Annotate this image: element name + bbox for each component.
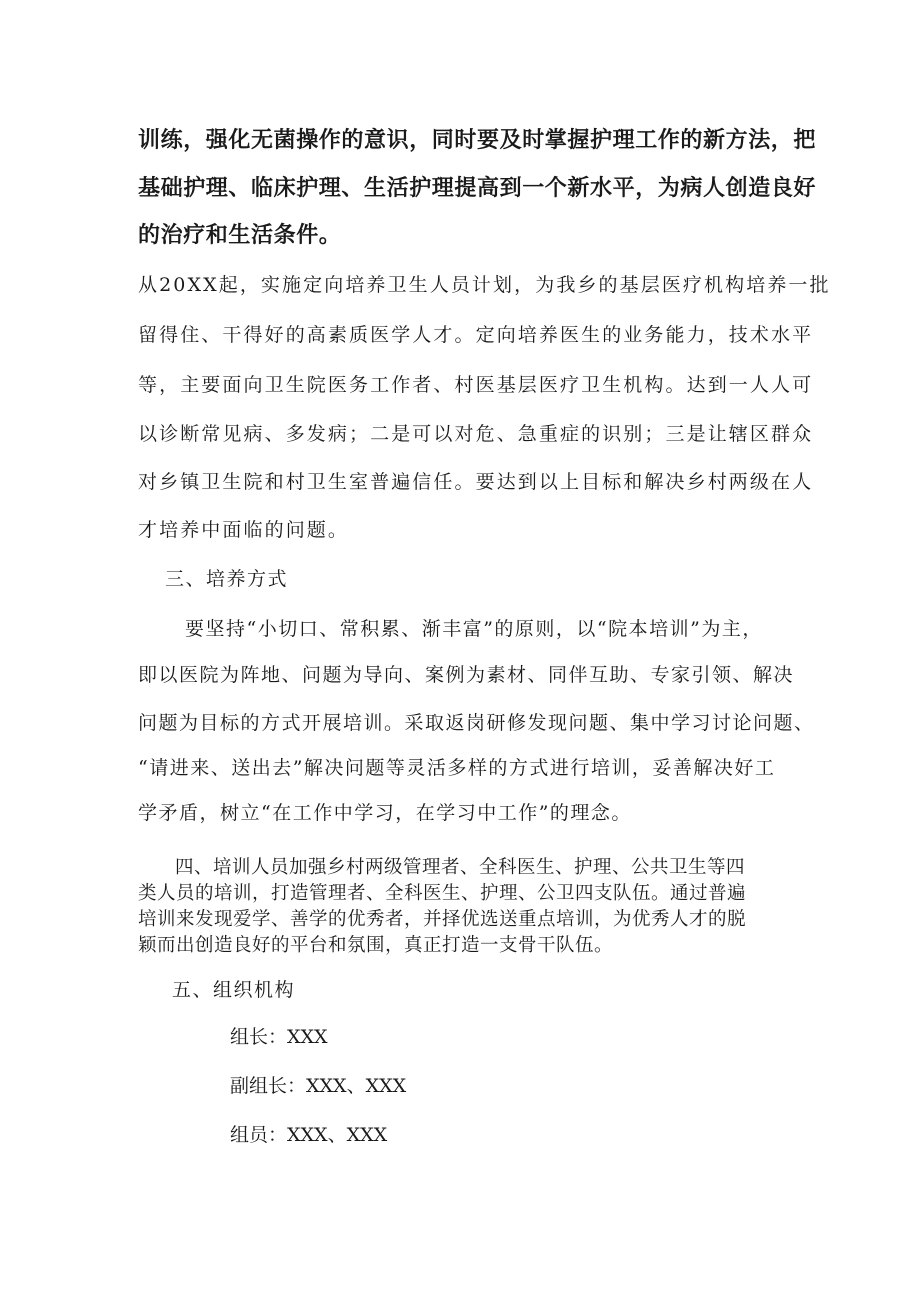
paragraph-4-line-2: 类人员的培训，打造管理者、全科医生、护理、公卫四支队伍。通过普遍: [138, 883, 747, 904]
paragraph-2-line-1: 从20XX起，实施定向培养卫生人员计划，为我乡的基层医疗机构培养一批: [138, 274, 831, 296]
section-heading-5: 五、组织机构: [172, 979, 296, 1001]
paragraph-2-line-3: 等，主要面向卫生院医务工作者、村医基层医疗卫生机构。达到一人人可: [138, 374, 814, 396]
paragraph-4-line-4: 颖而出创造良好的平台和氛围，真正打造一支骨干队伍。: [138, 935, 614, 956]
paragraph-3-line-5: 学矛盾，树立“在工作中学习，在学习中工作”的理念。: [138, 802, 632, 824]
section-heading-3: 三、培养方式: [165, 568, 289, 590]
paragraph-4-line-3: 培训来发现爱学、善学的优秀者，并择优选送重点培训，为优秀人才的脱: [138, 909, 747, 930]
paragraph-3-line-1: 要坚持“小切口、常积累、渐丰富”的原则，以“院本培训”为主，: [185, 618, 763, 640]
paragraph-2-line-4: 以诊断常见病、多发病；二是可以对危、急重症的识别；三是让辖区群众: [138, 423, 814, 445]
bold-paragraph-line-2: 基础护理、临床护理、生活护理提高到一个新水平，为病人创造良好: [138, 176, 817, 201]
bold-paragraph-line-1: 训练，强化无菌操作的意识，同时要及时掌握护理工作的新方法，把: [138, 128, 817, 153]
paragraph-4-line-1: 四、培训人员加强乡村两级管理者、全科医生、护理、公共卫生等四: [175, 857, 746, 878]
org-members: 组员：XXX、XXX: [230, 1124, 388, 1146]
paragraph-3-line-2: 即以医院为阵地、问题为导向、案例为素材、同伴互助、专家引领、解决: [138, 664, 795, 686]
bold-paragraph-line-3: 的治疗和生活条件。: [138, 223, 342, 248]
org-deputy-leader: 副组长：XXX、XXX: [230, 1075, 407, 1097]
paragraph-2-line-6: 才培养中面临的问题。: [138, 519, 350, 541]
paragraph-2-line-2: 留得住、干得好的高素质医学人才。定向培养医生的业务能力，技术水平: [138, 324, 814, 346]
org-leader: 组长：XXX: [230, 1026, 328, 1048]
paragraph-2-line-5: 对乡镇卫生院和村卫生室普遍信任。要达到以上目标和解决乡村两级在人: [138, 471, 814, 493]
paragraph-3-line-4: “请进来、送出去”解决问题等灵活多样的方式进行培训，妥善解决好工: [138, 757, 776, 779]
paragraph-3-line-3: 问题为目标的方式开展培训。采取返岗研修发现问题、集中学习讨论问题、: [138, 712, 815, 734]
